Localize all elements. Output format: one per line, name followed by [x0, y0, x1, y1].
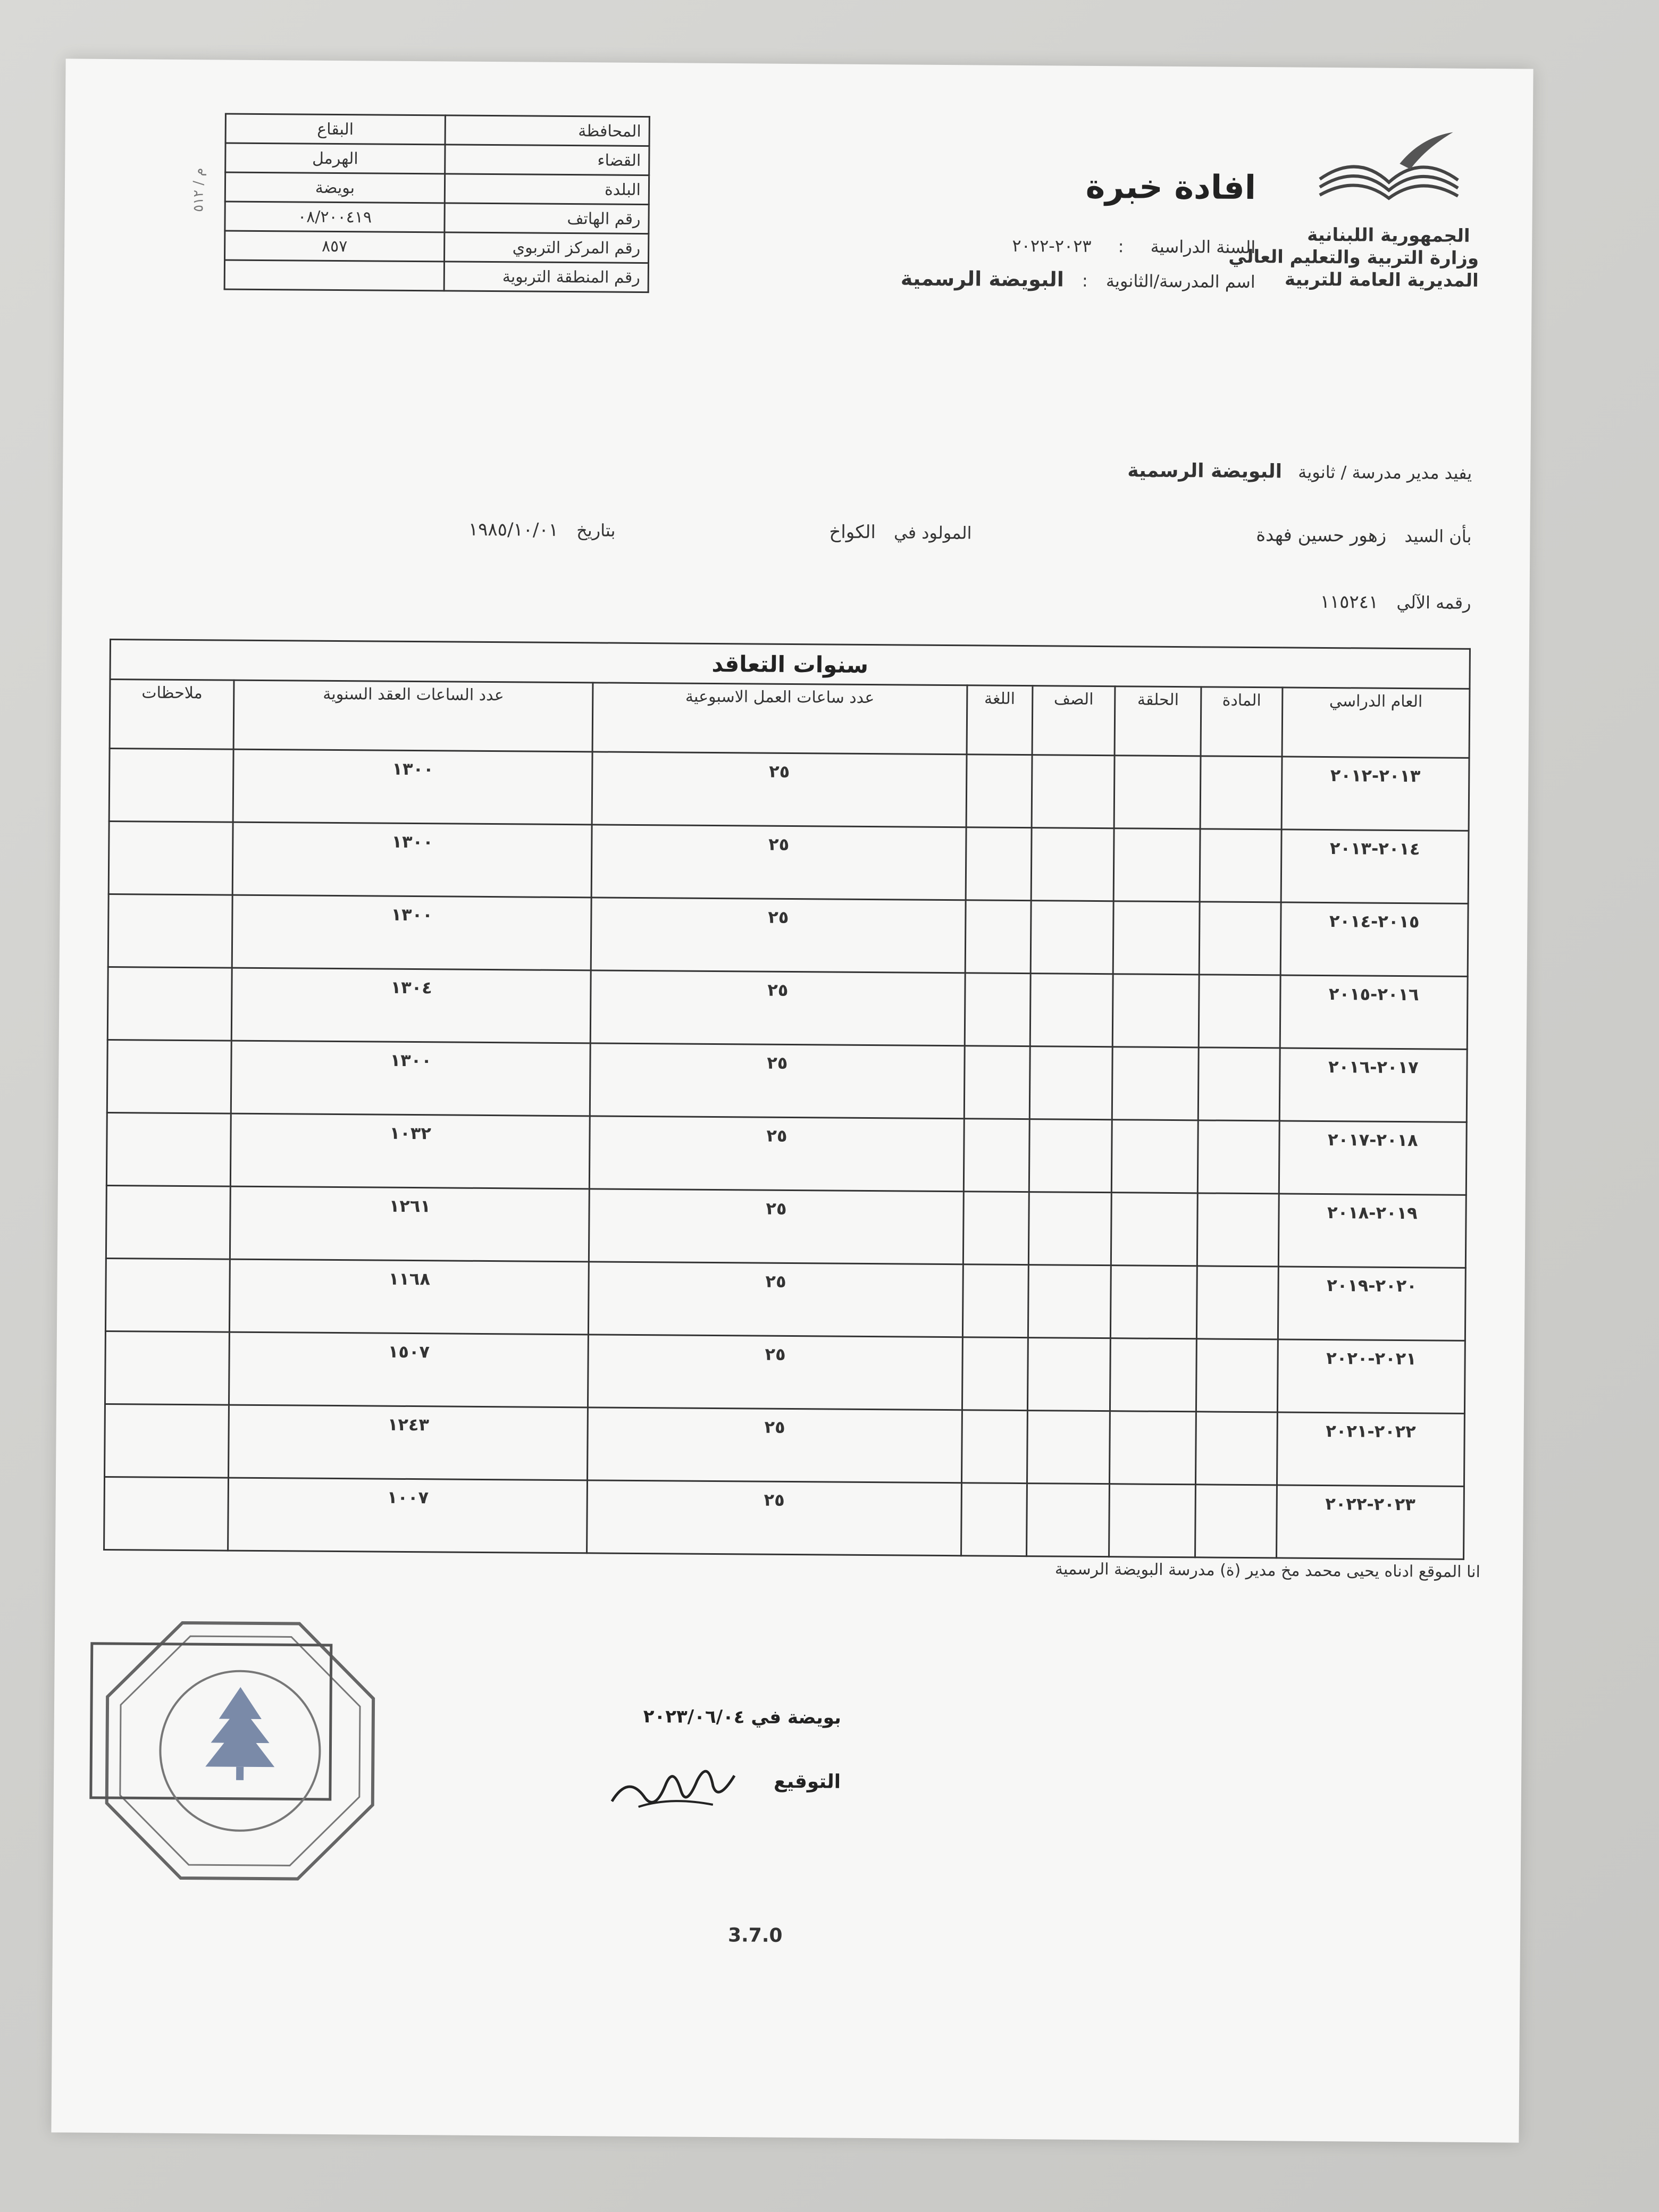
side-handwritten-note: م / ٥١٢ [190, 167, 207, 212]
subject-cell [1200, 756, 1281, 830]
column-header: الحلقة [1115, 686, 1201, 756]
table-caption: سنوات التعاقد [110, 640, 1470, 689]
statement-born [829, 521, 971, 543]
year-cell: ٢٠١٧-٢٠١٦ [1279, 1048, 1467, 1122]
annual-hours-cell: ١٠٣٢ [231, 1113, 590, 1189]
weekly-hours-cell: ٢٥ [588, 1335, 962, 1410]
subject-cell [1195, 1485, 1277, 1558]
info-row [225, 114, 649, 146]
annual-hours-cell: ١٥٠٧ [229, 1332, 588, 1407]
born-value: الكواخ [829, 521, 876, 543]
cycle-cell [1109, 1484, 1196, 1557]
official-school-stamp [85, 1612, 385, 1890]
info-value: الهرمل [225, 143, 445, 174]
subject-cell [1199, 1048, 1280, 1121]
notes-cell [106, 1186, 230, 1260]
language-cell [962, 1337, 1028, 1411]
mr-label: بأن السيد [1404, 526, 1472, 547]
table-row [108, 822, 1469, 904]
school-info-table [224, 113, 650, 294]
table-row [105, 1404, 1465, 1486]
info-label: البلدة [445, 174, 649, 205]
subject-cell [1197, 1266, 1278, 1339]
language-cell [961, 1483, 1027, 1556]
weekly-hours-cell: ٢٥ [587, 1480, 962, 1556]
year-cell: ٢٠٢٠-٢٠١٩ [1278, 1267, 1465, 1340]
grade-cell [1030, 974, 1113, 1047]
cycle-cell [1114, 756, 1201, 829]
annual-hours-cell: ١٠٠٧ [228, 1478, 587, 1553]
school-name-line [901, 266, 1255, 292]
info-label: رقم الهاتف [445, 203, 649, 234]
birth-date-value: ١٩٨٥/١٠/٠١ [468, 518, 559, 541]
weekly-hours-cell: ٢٥ [591, 898, 966, 973]
table-row [106, 1113, 1467, 1195]
open-book-logo-icon [1304, 131, 1474, 223]
info-row [225, 231, 649, 263]
info-row [225, 172, 649, 205]
language-cell [965, 973, 1030, 1046]
contract-years-table [103, 639, 1471, 1560]
year-cell: ٢٠١٤-٢٠١٣ [1281, 830, 1469, 903]
cycle-cell [1110, 1338, 1197, 1412]
weekly-hours-cell: ٢٥ [589, 1116, 964, 1192]
weekly-hours-cell: ٢٥ [592, 752, 967, 827]
info-label: المحافظة [445, 115, 649, 146]
statement-mr [1256, 524, 1471, 547]
info-value: ٨٥٧ [225, 231, 445, 262]
ministry-name: وزارة التربية والتعليم العالي [1228, 246, 1479, 269]
info-label: رقم المركز التربوي [444, 232, 648, 263]
language-cell [966, 827, 1032, 901]
signature-label: التوقيع [773, 1770, 841, 1793]
school-name-sep: : [1082, 270, 1088, 291]
grade-cell [1026, 1484, 1109, 1557]
table-row [107, 1040, 1467, 1122]
subject-cell [1199, 975, 1280, 1048]
notes-cell [105, 1258, 230, 1332]
info-row [225, 202, 649, 234]
cycle-cell [1110, 1266, 1197, 1339]
column-header: اللغة [967, 685, 1033, 755]
born-label: المولود في [893, 522, 972, 543]
year-cell: ٢٠١٦-٢٠١٥ [1280, 975, 1468, 1049]
column-header: الصف [1032, 686, 1115, 756]
column-header: عدد الساعات العقد السنوية [234, 680, 593, 752]
school-name-value: البويضة الرسمية [900, 266, 1064, 291]
info-value: البقاع [225, 114, 445, 145]
grade-cell [1029, 1119, 1112, 1193]
place-date-line: بويضة في ٢٠٢٣/٠٦/٠٤ [643, 1706, 842, 1729]
table-row [106, 1186, 1466, 1268]
subject-cell [1199, 902, 1280, 975]
annual-hours-cell: ١٣٠٠ [233, 822, 592, 898]
grade-cell [1029, 1046, 1112, 1120]
weekly-hours-cell: ٢٥ [590, 970, 965, 1046]
statement-date [468, 519, 616, 541]
info-row [225, 143, 649, 175]
cycle-cell [1111, 1120, 1198, 1193]
grade-cell [1031, 828, 1114, 901]
column-header: المادة [1201, 687, 1282, 757]
annual-hours-cell: ١٣٠٠ [231, 1041, 590, 1116]
language-cell [964, 1046, 1030, 1119]
language-cell [961, 1410, 1027, 1484]
birth-date-label: بتاريخ [576, 520, 616, 541]
table-row [108, 894, 1468, 977]
language-cell [963, 1119, 1029, 1192]
column-header: عدد ساعات العمل الاسبوعية [592, 683, 967, 755]
cycle-cell [1112, 1047, 1199, 1120]
notes-cell [108, 894, 232, 968]
academic-year-label: السنة الدراسية [1150, 236, 1256, 258]
table-row [105, 1331, 1465, 1413]
handwritten-signature [607, 1743, 745, 1819]
mr-value: زهور حسين فهدة [1256, 524, 1387, 547]
school-name-label: اسم المدرسة/الثانوية [1105, 271, 1255, 292]
annual-hours-cell: ١١٦٨ [230, 1259, 589, 1335]
column-header: العام الدراسي [1282, 688, 1470, 758]
notes-cell [108, 822, 233, 895]
statement-intro-label: يفيد مدير مدرسة / ثانوية [1298, 462, 1472, 483]
grade-cell [1030, 901, 1113, 974]
statement-school-value: البويضة الرسمية [1127, 459, 1283, 483]
ministry-logo-block [1228, 131, 1480, 292]
cycle-cell [1113, 901, 1200, 975]
info-label: رقم المنطقة التربوية [444, 262, 648, 292]
annual-hours-cell: ١٢٤٣ [229, 1405, 588, 1480]
column-header: ملاحظات [110, 680, 234, 750]
subject-cell [1198, 1120, 1279, 1194]
year-cell: ٢٠١٥-٢٠١٤ [1280, 902, 1468, 976]
annual-hours-cell: ١٣٠٠ [233, 749, 592, 825]
weekly-hours-cell: ٢٥ [588, 1407, 962, 1483]
grade-cell [1027, 1411, 1110, 1484]
info-label: القضاء [445, 145, 649, 175]
statement-id [1320, 591, 1471, 614]
academic-year-line [1012, 236, 1255, 257]
info-row [224, 260, 648, 292]
year-cell: ٢٠٢٣-٢٠٢٢ [1276, 1485, 1464, 1559]
language-cell [963, 1192, 1029, 1265]
academic-year-sep: : [1118, 236, 1124, 257]
cycle-cell [1113, 828, 1200, 902]
year-cell: ٢٠١٣-٢٠١٢ [1281, 757, 1469, 831]
info-value: ٠٨/٢٠٠٤١٩ [225, 202, 445, 232]
cycle-cell [1110, 1411, 1196, 1485]
weekly-hours-cell: ٢٥ [589, 1189, 963, 1264]
grade-cell [1028, 1265, 1111, 1338]
notes-cell [105, 1404, 229, 1478]
cycle-cell [1112, 974, 1199, 1048]
annual-hours-cell: ١٣٠٠ [232, 895, 591, 970]
cycle-cell [1111, 1193, 1197, 1266]
annual-hours-cell: ١٣٠٤ [232, 968, 591, 1043]
year-cell: ٢٠١٩-٢٠١٨ [1278, 1194, 1466, 1268]
weekly-hours-cell: ٢٥ [590, 1043, 965, 1119]
annual-hours-cell: ١٢٦١ [230, 1186, 589, 1262]
document-page [51, 58, 1533, 2142]
table-row [105, 1258, 1465, 1340]
id-value: ١١٥٢٤١ [1320, 591, 1379, 613]
language-cell [962, 1264, 1028, 1338]
directorate-name: المديرية العامة للتربية [1284, 269, 1479, 291]
subject-cell [1200, 829, 1281, 902]
document-title: افادة خبرة [1085, 166, 1256, 207]
notes-cell [105, 1331, 229, 1405]
notes-cell [107, 1040, 231, 1114]
subject-cell [1197, 1193, 1279, 1267]
notes-cell [109, 749, 233, 823]
language-cell [965, 900, 1031, 974]
grade-cell [1032, 755, 1115, 828]
notes-cell [104, 1477, 229, 1551]
academic-year-value: ٢٠٢٣-٢٠٢٢ [1012, 235, 1092, 256]
year-cell: ٢٠١٨-٢٠١٧ [1279, 1121, 1467, 1195]
table-row [107, 967, 1468, 1050]
grade-cell [1027, 1338, 1110, 1411]
table-row [104, 1477, 1464, 1559]
id-label: رقمه الآلي [1396, 592, 1471, 613]
info-value [224, 260, 444, 291]
subject-cell [1196, 1412, 1277, 1485]
notes-cell [107, 967, 232, 1041]
grade-cell [1028, 1192, 1111, 1266]
subject-cell [1196, 1339, 1278, 1412]
year-cell: ٢٠٢٢-٢٠٢١ [1277, 1412, 1464, 1486]
table-row [109, 749, 1469, 831]
republic-name: الجمهورية اللبنانية [1307, 224, 1470, 247]
notes-cell [106, 1113, 231, 1187]
declaration-text: انا الموقع ادناه يحيى محمد مخ مدير (ة) مدرسة البويضة الرسمية [1054, 1560, 1480, 1582]
statement-line-1 [1127, 459, 1472, 484]
year-cell: ٢٠٢١-٢٠٢٠ [1277, 1339, 1465, 1413]
weekly-hours-cell: ٢٥ [591, 825, 966, 900]
info-value: بويضة [225, 172, 445, 203]
language-cell [966, 755, 1032, 828]
form-version: 3.7.0 [727, 1924, 783, 1947]
weekly-hours-cell: ٢٥ [588, 1262, 963, 1337]
